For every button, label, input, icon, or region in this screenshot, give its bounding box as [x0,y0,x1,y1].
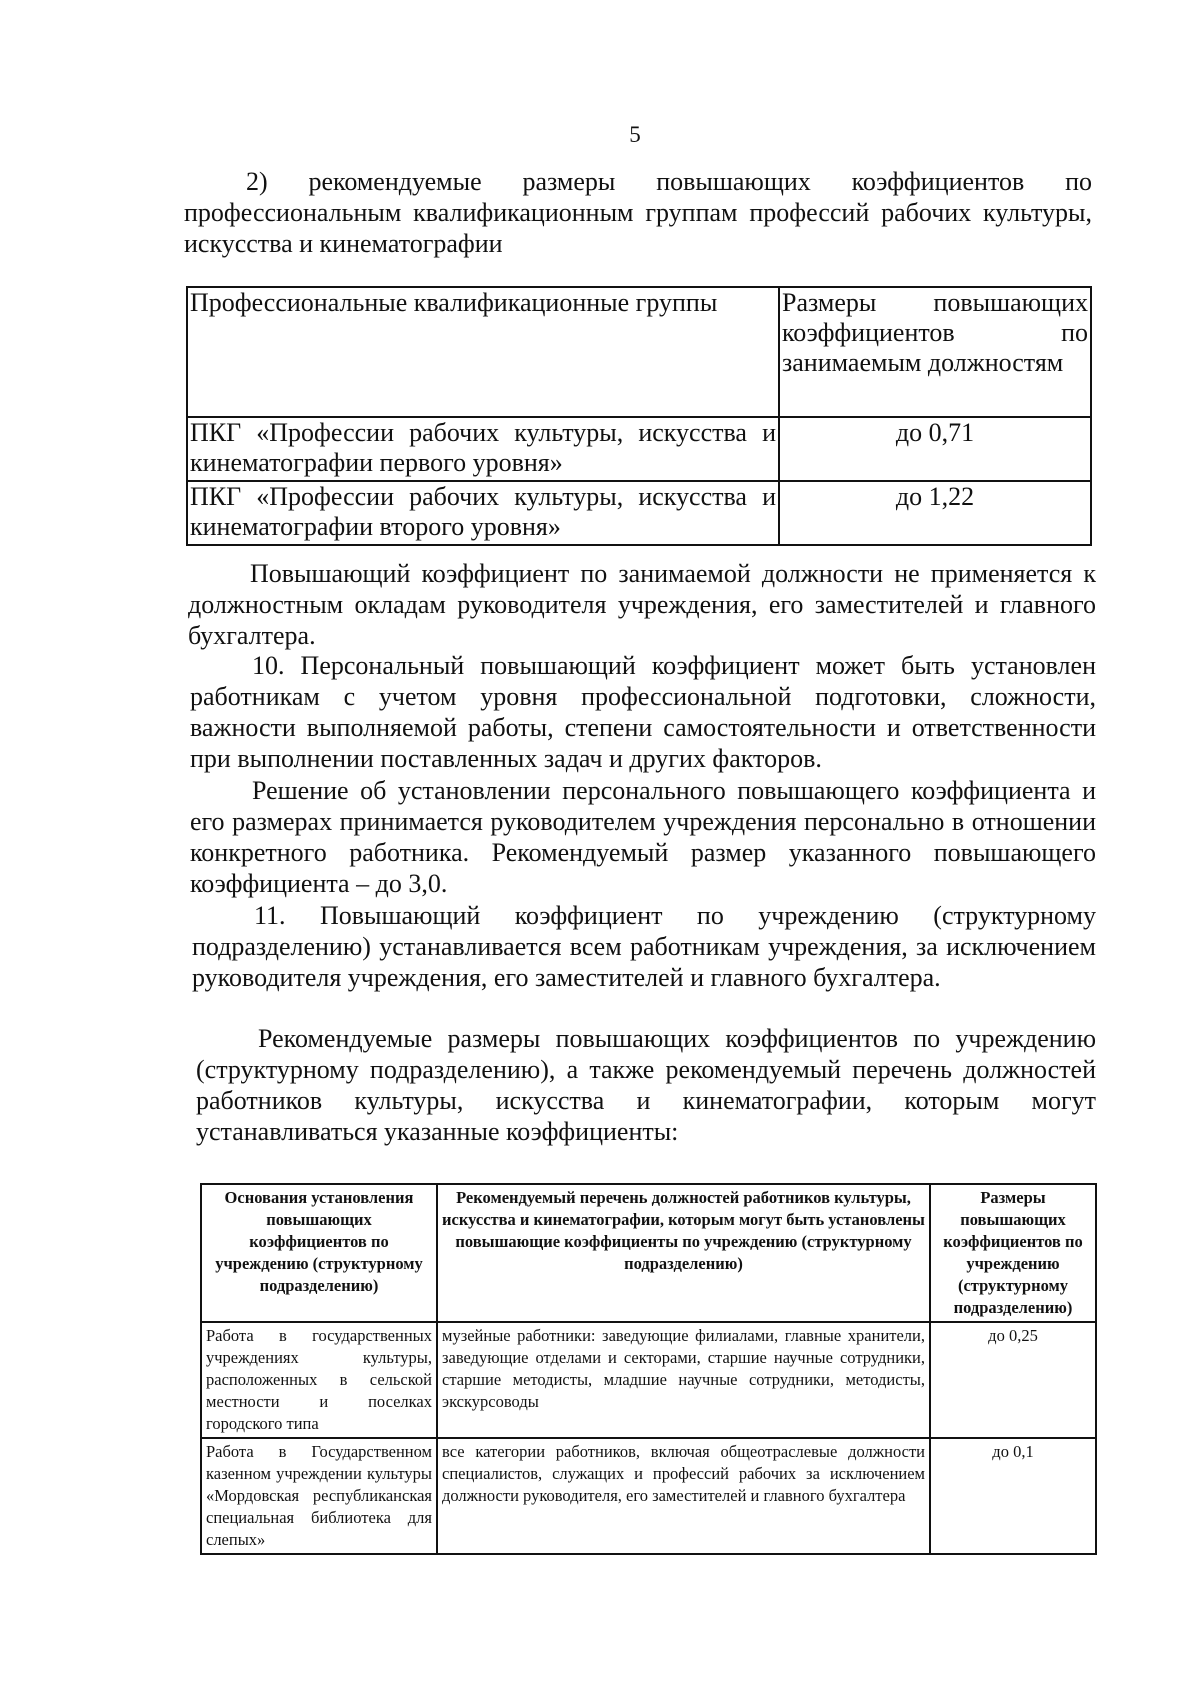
institution-coefficients-table [200,1183,1097,1555]
table-cell-positions: все категории работников, включая общеотраслевые должности специалистов, служащих и профессий рабочих за исключением должности руководителя, его заместителей и главного бухгалтера [437,1438,930,1554]
table-header-cell: Рекомендуемый перечень должностей работников культуры, искусства и кинематографии, которым могут быть установлены повышающие коэффициенты по учреждению (структурному подразделению) [437,1184,930,1322]
table-cell-group: ПКГ «Профессии рабочих культуры, искусства и кинематографии первого уровня» [187,417,779,481]
table-cell-group: ПКГ «Профессии рабочих культуры, искусства и кинематографии второго уровня» [187,481,779,545]
table-header-cell: Основания установления повышающих коэффициентов по учреждению (структурному подразделению) [201,1184,437,1322]
table-cell-value: до 0,71 [779,417,1091,481]
table-row [187,481,1091,545]
intro-paragraph-2: 2) рекомендуемые размеры повышающих коэффициентов по профессиональным квалификационным группам профессий рабочих культуры, искусства и кинематографии [184,167,1092,258]
table-row [201,1438,1096,1554]
paragraph-10: 10. Персональный повышающий коэффициент может быть установлен работникам с учетом уровня профессиональной подготовки, сложности, важности выполняемой работы, степени самостоятельности и ответственности при выполнении поставленных задач и других факторов. [190,651,1096,773]
table-row [187,417,1091,481]
table-header-cell: Размеры повышающих коэффициентов по учреждению (структурному подразделению) [930,1184,1096,1322]
note-paragraph: Повышающий коэффициент по занимаемой должности не применяется к должностным окладам руководителя учреждения, его заместителей и главного бухгалтера. [188,559,1096,650]
paragraph-11: 11. Повышающий коэффициент по учреждению (структурному подразделению) устанавливается всем работникам учреждения, за исключением руководителя учреждения, его заместителей и главного бухгалтера. [192,901,1096,992]
recommended-sizes-paragraph: Рекомендуемые размеры повышающих коэффициентов по учреждению (структурному подразделению), а также рекомендуемый перечень должностей работников культуры, искусства и кинематографии, которым могут устанавливаться указанные коэффициенты: [196,1024,1096,1146]
table-cell-value: до 1,22 [779,481,1091,545]
page-number: 5 [629,122,641,147]
table-cell-value: до 0,25 [930,1322,1096,1438]
table-cell-value: до 0,1 [930,1438,1096,1554]
table-header-cell: Размеры повышающих коэффициентов по занимаемым должностям [779,287,1091,417]
pkg-coefficients-table [186,286,1092,546]
table-row [201,1322,1096,1438]
table-cell-basis: Работа в Государственном казенном учреждении культуры «Мордовская республиканская специальная библиотека для слепых» [201,1438,437,1554]
table-header-row [187,287,1091,417]
table-header-row [201,1184,1096,1322]
personal-coefficient-paragraph: Решение об установлении персонального повышающего коэффициента и его размерах принимается руководителем учреждения персонально в отношении конкретного работника. Рекомендуемый размер указанного повышающего коэффициента – до 3,0. [190,776,1096,898]
table-header-cell: Профессиональные квалификационные группы [187,287,779,417]
table-cell-basis: Работа в государственных учреждениях культуры, расположенных в сельской местности и поселках городского типа [201,1322,437,1438]
table-cell-positions: музейные работники: заведующие филиалами, главные хранители, заведующие отделами и секторами, старшие научные сотрудники, старшие методисты, младшие научные сотрудники, методисты, экскурсоводы [437,1322,930,1438]
